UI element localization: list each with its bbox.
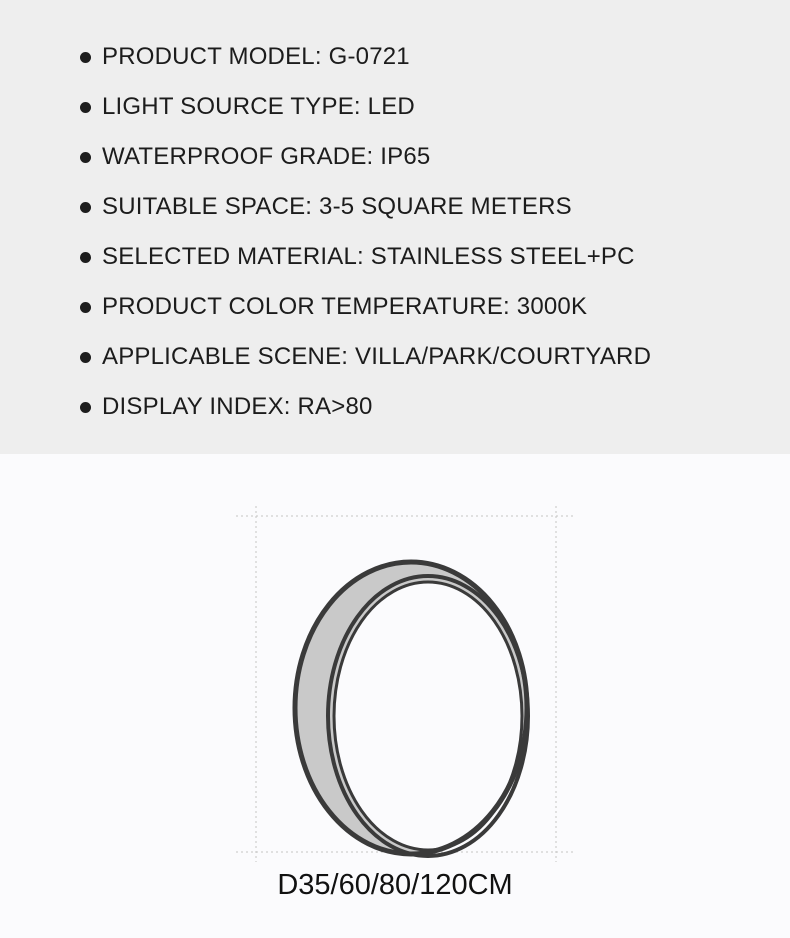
spec-text: SUITABLE SPACE: 3-5 SQUARE METERS: [102, 193, 572, 220]
spec-text: PRODUCT MODEL: G-0721: [102, 43, 410, 70]
specs-list: [80, 32, 651, 432]
spec-text: DISPLAY INDEX: RA>80: [102, 393, 373, 420]
spec-item-waterproof-grade: [80, 132, 651, 182]
spec-text: APPLICABLE SCENE: VILLA/PARK/COURTYARD: [102, 343, 652, 370]
spec-text: SELECTED MATERIAL: STAINLESS STEEL+PC: [102, 243, 635, 270]
bullet-icon: [80, 402, 91, 413]
dimension-caption: D35/60/80/120CM: [277, 869, 513, 901]
ring-front-face: [328, 576, 528, 856]
bullet-icon: [80, 152, 91, 163]
ring-lamp-icon: [295, 562, 528, 856]
product-panel: [0, 454, 790, 938]
spec-item-applicable-scene: [80, 332, 651, 382]
spec-item-material: [80, 232, 651, 282]
ring-lamp-drawing: [230, 504, 580, 864]
bullet-icon: [80, 352, 91, 363]
spec-item-color-temperature: [80, 282, 651, 332]
bullet-icon: [80, 102, 91, 113]
spec-item-light-source: [80, 82, 651, 132]
spec-text: PRODUCT COLOR TEMPERATURE: 3000K: [102, 293, 588, 320]
bullet-icon: [80, 52, 91, 63]
spec-item-suitable-space: [80, 182, 651, 232]
bullet-icon: [80, 252, 91, 263]
ring-inner-edge: [334, 582, 522, 850]
bullet-icon: [80, 302, 91, 313]
spec-item-product-model: [80, 32, 651, 82]
spec-text: LIGHT SOURCE TYPE: LED: [102, 93, 415, 120]
spec-text: WATERPROOF GRADE: IP65: [102, 143, 431, 170]
specs-panel: [0, 0, 790, 454]
spec-item-display-index: [80, 382, 651, 432]
bullet-icon: [80, 202, 91, 213]
